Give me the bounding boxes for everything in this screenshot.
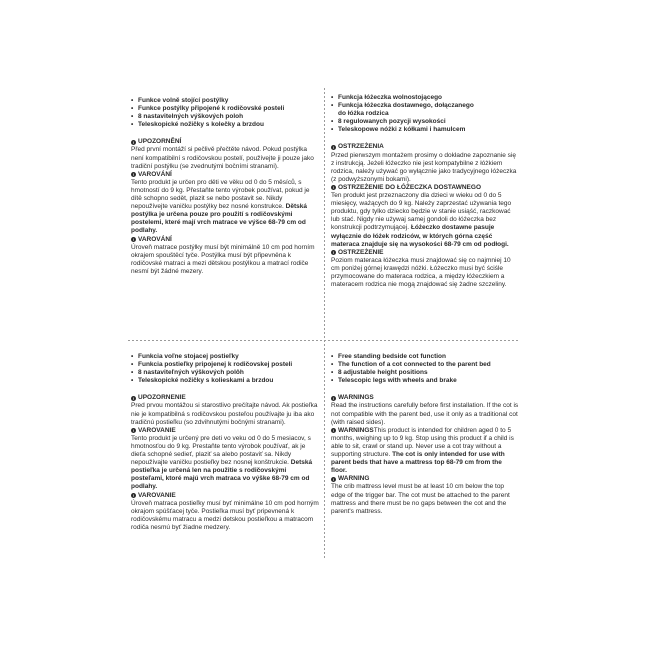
inline-heading-text: WARNINGS xyxy=(338,426,374,434)
heading-text: OSTRZEŻENIE DO ŁÓŻECZKA DOSTAWNEGO xyxy=(338,183,481,191)
paragraph: Pred prvou montážou si starostlivo prečítajte návod. Ak postieľka nie je kompatibilná s rodičovskou posteľou používajte ju iba ako tradičnú postieľku (so zdvihnutými bočnými stranami). xyxy=(131,402,318,426)
slovak-section xyxy=(131,353,319,532)
czech-section xyxy=(131,97,319,276)
paragraph-bold-text: The cot is only intended for use with parent beds that have a mattress top 68-79 cm from the floor. xyxy=(331,451,505,475)
paragraph-text: Tento produkt je určen pro děti ve věku od 0 do 5 měsíců, s hmotností do 9 kg. Přestaňte tento výrobek používat, pokud je dítě schopno sedět, plazit se nebo postavit se. Nikdy nepoužívejte vaničku postýlky bez nosné konstrukce. xyxy=(131,178,310,211)
heading-text: VAROVÁNÍ xyxy=(138,235,172,243)
list-item: • Telescopic legs with wheels and brake xyxy=(331,377,519,385)
heading-text: WARNING xyxy=(338,475,370,483)
warning-icon: ! xyxy=(332,145,335,151)
warning-icon: ! xyxy=(332,427,335,433)
warning-icon: ! xyxy=(332,395,335,401)
list-item-text: Teleskopowe nóżki z kółkami i hamulcem xyxy=(338,126,466,134)
section-heading xyxy=(331,184,519,192)
section-heading xyxy=(131,394,319,402)
list-item-text: Funkcja łóżeczka dostawnego, dołączanego xyxy=(338,102,474,110)
paragraph xyxy=(331,192,519,249)
list-item: • 8 nastaviteľných výškových polôh xyxy=(131,369,319,377)
section-heading xyxy=(331,143,519,151)
heading-text: UPOZORNENIE xyxy=(138,394,186,402)
heading-text: UPOZORNĚNÍ xyxy=(138,138,182,146)
paragraph: Úroveň matrace postýlky musí být minimálně 10 cm pod horním okrajem spouštěcí tyče. Postýlka musí být připevněna k rodičovské matraci a mezi dětskou postýlkou a matrací rodiče nesmí být žádné mezery. xyxy=(131,243,315,275)
list-item-text: 8 regulowanych pozycji wysokości xyxy=(338,118,446,126)
list-item: • Teleskopické nožičky s kolieskami a brzdou xyxy=(131,377,319,385)
czech-feature-list xyxy=(131,97,319,129)
slovak-feature-list xyxy=(131,353,319,385)
paragraph: Przed pierwszym montażem prosimy o dokładne zapoznanie się z instrukcją. Jeżeli łóżeczko nie jest kompatybilne z łóżkiem rodzica, należy używać go wyłącznie jako tradycyjnego łóżeczka (z podwyższonymi bokami). xyxy=(331,151,517,183)
list-item xyxy=(331,102,519,118)
warning-icon: ! xyxy=(132,139,135,145)
list-item: • 8 adjustable height positions xyxy=(331,369,519,377)
english-section xyxy=(331,353,519,516)
paragraph-bold-text: Detská postieľka je určená len na použitie s rodičovskými posteľami, ktoré majú vrch matraca vo výške 68-79 cm od podlahy. xyxy=(131,459,313,491)
paragraph xyxy=(331,427,519,476)
heading-text: OSTRZEŻENIE xyxy=(338,248,384,256)
section-heading xyxy=(131,492,319,500)
list-item: • Teleskopické nožičky s kolečky a brzdou xyxy=(131,121,319,129)
heading-text: VAROVÁNÍ xyxy=(138,170,172,178)
list-item: • 8 nastavitelných výškových poloh xyxy=(131,113,319,121)
list-item xyxy=(331,118,519,126)
paragraph-bold-text: Łóżeczko dostawne pasuje wyłącznie do łóżek rodziców, w których górna część materaca znajduje się na wysokości 68-79 cm od podłogi. xyxy=(331,224,509,248)
paragraph: Úroveň matraca postieľky musí byť minimálne 10 cm pod horným okrajom spúšťacej tyče. Postieľka musí byť pripevnená k rodičovskému matracu a medzi detskou postieľkou a matracom rodiča nesmú byť žiadne medzery. xyxy=(131,499,319,531)
section-heading xyxy=(131,138,319,146)
warning-icon: ! xyxy=(132,493,135,499)
paragraph: The crib mattress level must be at least 10 cm below the top edge of the trigger bar. The cot must be attached to the parent mattress and there must be no gaps between the cot and the parent's mattress. xyxy=(331,483,510,515)
list-item: • Funkce volně stojící postýlky xyxy=(131,97,319,105)
section-heading xyxy=(331,475,519,483)
list-item: • Funkcia voľne stojacej postieľky xyxy=(131,353,319,361)
heading-text: VAROVANIE xyxy=(138,491,176,499)
list-item xyxy=(331,126,519,134)
list-item-text: Funkcja łóżeczka wolnostojącego xyxy=(338,94,443,101)
heading-text: WARNINGS xyxy=(338,394,374,402)
polish-feature-list xyxy=(331,94,519,134)
paragraph-bold-text: Dětská postýlka je určena pouze pro použití s rodičovskými postelemi, které mají vrch matrace ve výšce 68-79 cm od podlahy. xyxy=(131,203,307,235)
list-item: • Funkcia postieľky pripojenej k rodičovskej posteli xyxy=(131,361,319,369)
warning-icon: ! xyxy=(132,395,135,401)
paragraph: Před první montáží si pečlivě přečtěte návod. Pokud postýlka není kompatibilní s rodičovskou postelí, používejte ji pouze jako tradiční postýlku (se zvednutými bočními stranami). xyxy=(131,146,314,170)
warning-icon: ! xyxy=(132,172,135,178)
list-item: • Funkce postýlky připojené k rodičovské posteli xyxy=(131,105,319,113)
horizontal-divider xyxy=(128,340,520,341)
section-heading xyxy=(131,171,319,179)
warning-icon: ! xyxy=(332,250,335,256)
warning-icon: ! xyxy=(132,428,135,434)
paragraph: Read the instructions carefully before first installation. If the cot is not compatible with the parent bed, use it only as a traditional cot (with raised sides). xyxy=(331,402,519,426)
heading-text: VAROVANIE xyxy=(138,426,176,434)
english-feature-list xyxy=(331,353,519,385)
warning-icon: ! xyxy=(132,237,135,243)
paragraph xyxy=(131,435,319,492)
vertical-divider xyxy=(324,88,325,558)
section-heading xyxy=(131,427,319,435)
paragraph xyxy=(131,179,319,236)
heading-text: OSTRZEŻENIA xyxy=(338,143,384,151)
paragraph-text: This product is intended for children aged 0 to 5 months, weighing up to 9 kg. Stop using this product if a child is able to sit, crawl or stand up. Never use a cot tray without a supporting structure. xyxy=(331,426,514,459)
section-heading xyxy=(331,249,519,257)
paragraph: Poziom materaca łóżeczka musi znajdować się co najmniej 10 cm poniżej górnej krawędzi nóżki. Łóżeczko musi być ściśle przymocowane do materaca rodzica, a między łóżeczkiem a materacem rodzica nie mogą znajdować się żadne szczeliny. xyxy=(331,256,511,289)
paragraph-text: Ten produkt jest przeznaczony dla dzieci w wieku od 0 do 5 miesięcy, ważących do 9 kg. Należy zaprzestać używania tego produktu, gdy tylko dziecko będzie w stanie usiąść, raczkować lub stać. Nigdy nie używaj samej gondoli do łóżeczka bez konstrukcji podtrzymującej. xyxy=(331,192,512,232)
section-heading xyxy=(331,394,519,402)
polish-section xyxy=(331,94,519,289)
list-item: • Free standing bedside cot function xyxy=(331,353,519,361)
list-item xyxy=(331,94,519,102)
warning-icon: ! xyxy=(332,476,335,482)
paragraph-text: Tento produkt je určený pre deti vo veku od 0 do 5 mesiacov, s hmotnosťou do 9 kg. Prestaňte tento výrobok používať, ak je dieťa schopné sedieť, plaziť sa alebo postaviť sa. Nikdy nepoužívajte vaničku postieľky bez nosnej konštrukcie. xyxy=(131,434,311,467)
list-item-text: do łóżka rodzica xyxy=(338,110,389,118)
list-item: • The function of a cot connected to the parent bed xyxy=(331,361,519,369)
warning-icon: ! xyxy=(332,185,335,191)
section-heading xyxy=(131,236,319,244)
